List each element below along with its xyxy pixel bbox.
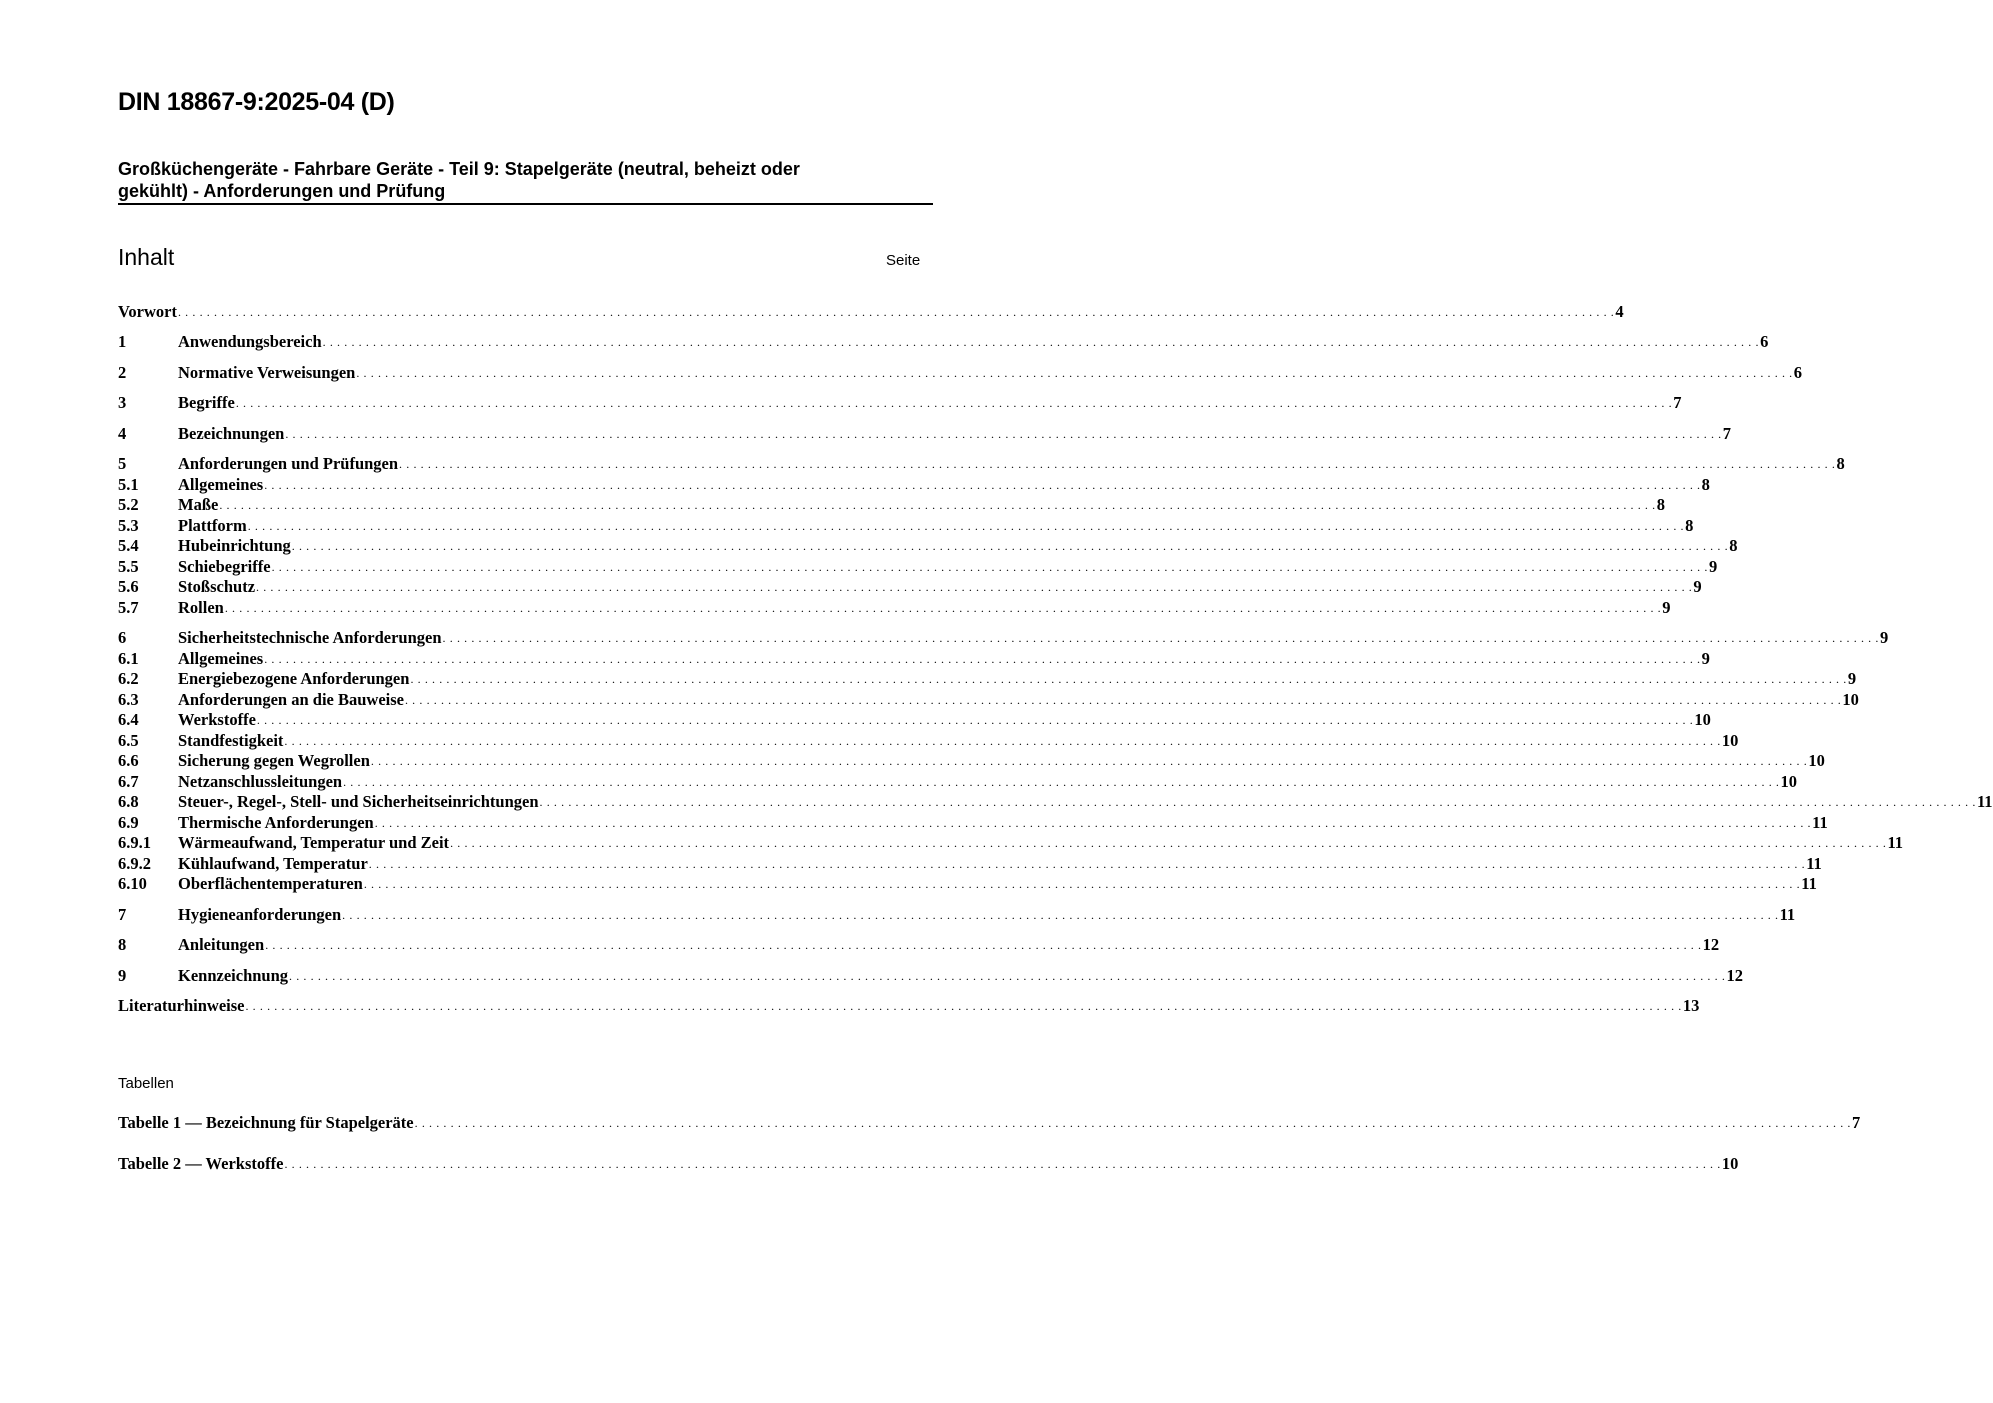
- toc-entry-page: 8: [1656, 495, 1665, 514]
- toc-entry-title: Netzanschlussleitungen: [178, 772, 343, 791]
- toc-entry-page: 7: [1673, 393, 1682, 412]
- toc-entry-page: 11: [1806, 854, 1822, 873]
- dot-leader: . . . . . . . . . . . . . . . . . . . . . . . . . . . . . . . . . . . . . . . . . . . . . . . . . . . . . . . . . . . . . . . . . . . . . . . . . . . . . . . . . . . . . . . . . . . . . . . . . . . . . . . . . . . . . . . . . . . . . . . . . . . . . . . . . . . . . . . . . . . . . . . . . . . . . . . . . . . . . . . . . . . . . . . . . . . . . . . . . . . . . . . . . . . . . . . . . . . . . . . .: [414, 1116, 1852, 1130]
- toc-entry-page: 10: [1780, 772, 1798, 791]
- dot-leader: . . . . . . . . . . . . . . . . . . . . . . . . . . . . . . . . . . . . . . . . . . . . . . . . . . . . . . . . . . . . . . . . . . . . . . . . . . . . . . . . . . . . . . . . . . . . . . . . . . . . . . . . . . . . . . . . . . . . . . . . . . . . . . . . . . . . . . . . . . . . . . . . . . . . . . . . . . . . . . . . . . . . . . . . . . . . . . . . . . . . . . . . . . . . . . . . . . . . . . . .: [219, 498, 1656, 512]
- toc-entry-number: 6.3: [118, 690, 139, 709]
- toc-entry-page: 12: [1702, 935, 1720, 954]
- toc-entry[interactable]: [118, 669, 1857, 689]
- toc-entry[interactable]: [118, 935, 1720, 955]
- toc-entry-page: 7: [1722, 424, 1731, 443]
- dot-leader: . . . . . . . . . . . . . . . . . . . . . . . . . . . . . . . . . . . . . . . . . . . . . . . . . . . . . . . . . . . . . . . . . . . . . . . . . . . . . . . . . . . . . . . . . . . . . . . . . . . . . . . . . . . . . . . . . . . . . . . . . . . . . . . . . . . . . . . . . . . . . . . . . . . . . . . . . . . . . . . . . . . . . . . . . . . . . . . . . . . . . . . . . . . . . . . . . . . . . . . .: [271, 560, 1708, 574]
- toc-entry[interactable]: [118, 536, 1738, 556]
- toc-entry[interactable]: [118, 690, 1859, 710]
- toc-entry[interactable]: [118, 854, 1822, 874]
- toc-entry-title: Stoßschutz: [178, 577, 256, 596]
- toc-entry-title: Sicherung gegen Wegrollen: [178, 751, 370, 770]
- toc-entry-title: Hygieneanforderungen: [178, 905, 342, 924]
- toc-entry-page: 11: [1812, 813, 1828, 832]
- toc-entry-title: Anforderungen und Prüfungen: [178, 454, 399, 473]
- toc-entry-title: Sicherheitstechnische Anforderungen: [178, 628, 442, 647]
- toc-entry-page: 11: [1801, 874, 1817, 893]
- document-id: DIN 18867-9:2025-04 (D): [118, 88, 395, 116]
- toc-entry-page: 6: [1793, 363, 1803, 382]
- toc-entry[interactable]: [118, 966, 1743, 986]
- toc-entry-number: 6.9.1: [118, 833, 151, 852]
- toc-entry[interactable]: [118, 424, 1731, 444]
- toc-entry[interactable]: [118, 813, 1828, 833]
- toc-entry-page: 7: [1852, 1113, 1861, 1132]
- toc-entry-page: 9: [1701, 649, 1710, 668]
- dot-leader: . . . . . . . . . . . . . . . . . . . . . . . . . . . . . . . . . . . . . . . . . . . . . . . . . . . . . . . . . . . . . . . . . . . . . . . . . . . . . . . . . . . . . . . . . . . . . . . . . . . . . . . . . . . . . . . . . . . . . . . . . . . . . . . . . . . . . . . . . . . . . . . . . . . . . . . . . . . . . . . . . . . . . . . . . . . . . . . . . . . . . . . . . . . . . . . . . . . . . . . .: [256, 580, 1693, 594]
- toc-entry-title: Werkstoffe: [178, 710, 256, 729]
- toc-entry-page: 11: [1779, 905, 1796, 924]
- dot-leader: . . . . . . . . . . . . . . . . . . . . . . . . . . . . . . . . . . . . . . . . . . . . . . . . . . . . . . . . . . . . . . . . . . . . . . . . . . . . . . . . . . . . . . . . . . . . . . . . . . . . . . . . . . . . . . . . . . . . . . . . . . . . . . . . . . . . . . . . . . . . . . . . . . . . . . . . . . . . . . . . . . . . . . . . . . . . . . . . . . . . . . . . . . . . . . . . . . . . . . . .: [284, 1157, 1721, 1171]
- toc-entry-number: 6.9.2: [118, 854, 151, 873]
- toc-entry-title: Bezeichnungen: [178, 424, 285, 443]
- toc-entry-page: 10: [1694, 710, 1711, 729]
- toc-entry-number: 6.9: [118, 813, 139, 832]
- toc-entry-number: 6.1: [118, 649, 139, 668]
- toc-entry-page: 11: [1976, 792, 1993, 811]
- tables-heading: Tabellen: [118, 1075, 174, 1092]
- toc-entry-page: 13: [1682, 996, 1700, 1015]
- toc-entry-title: Literaturhinweise: [118, 996, 245, 1015]
- dot-leader: . . . . . . . . . . . . . . . . . . . . . . . . . . . . . . . . . . . . . . . . . . . . . . . . . . . . . . . . . . . . . . . . . . . . . . . . . . . . . . . . . . . . . . . . . . . . . . . . . . . . . . . . . . . . . . . . . . . . . . . . . . . . . . . . . . . . . . . . . . . . . . . . . . . . . . . . . . . . . . . . . . . . . . . . . . . . . . . . . . . . . . . . . . . . . . . . . . . . . . . .: [224, 601, 1662, 615]
- toc-entry[interactable]: [118, 577, 1702, 597]
- toc-entry-number: 6.4: [118, 710, 139, 729]
- toc-entry-number: 6: [118, 628, 127, 647]
- toc-entry-number: 5.4: [118, 536, 139, 555]
- table-list-entry[interactable]: [118, 1113, 1861, 1133]
- toc-entry-title: Tabelle 1 — Bezeichnung für Stapelgeräte: [118, 1113, 414, 1132]
- contents-heading: Inhalt: [118, 244, 175, 270]
- toc-entry-number: 7: [118, 905, 127, 924]
- toc-entry-number: 5.1: [118, 475, 139, 494]
- dot-leader: . . . . . . . . . . . . . . . . . . . . . . . . . . . . . . . . . . . . . . . . . . . . . . . . . . . . . . . . . . . . . . . . . . . . . . . . . . . . . . . . . . . . . . . . . . . . . . . . . . . . . . . . . . . . . . . . . . . . . . . . . . . . . . . . . . . . . . . . . . . . . . . . . . . . . . . . . . . . . . . . . . . . . . . . . . . . . . . . . . . . . . . . . . . . . . . . . . . . . . . .: [374, 816, 1812, 830]
- toc-entry-title: Anforderungen an die Bauweise: [178, 690, 404, 709]
- toc-entry-number: 6.6: [118, 751, 139, 770]
- toc-entry-title: Schiebegriffe: [178, 557, 271, 576]
- dot-leader: . . . . . . . . . . . . . . . . . . . . . . . . . . . . . . . . . . . . . . . . . . . . . . . . . . . . . . . . . . . . . . . . . . . . . . . . . . . . . . . . . . . . . . . . . . . . . . . . . . . . . . . . . . . . . . . . . . . . . . . . . . . . . . . . . . . . . . . . . . . . . . . . . . . . . . . . . . . . . . . . . . . . . . . . . . . . . . . . . . . . . . . . . . . . . . . . . . . . . . . .: [404, 693, 1842, 707]
- dot-leader: . . . . . . . . . . . . . . . . . . . . . . . . . . . . . . . . . . . . . . . . . . . . . . . . . . . . . . . . . . . . . . . . . . . . . . . . . . . . . . . . . . . . . . . . . . . . . . . . . . . . . . . . . . . . . . . . . . . . . . . . . . . . . . . . . . . . . . . . . . . . . . . . . . . . . . . . . . . . . . . . . . . . . . . . . . . . . . . . . . . . . . . . . . . . . . . . . . . . . . . .: [284, 734, 1721, 748]
- toc-entry[interactable]: [118, 905, 1796, 925]
- toc-entry[interactable]: [118, 710, 1711, 730]
- toc-entry-number: 6.7: [118, 772, 139, 791]
- toc-entry-title: Anwendungsbereich: [178, 332, 322, 351]
- toc-entry[interactable]: [118, 628, 1889, 648]
- toc-entry-title: Oberflächentemperaturen: [178, 874, 363, 893]
- toc-entry[interactable]: [118, 363, 1803, 383]
- toc-entry-title: Plattform: [178, 516, 247, 535]
- toc-entry-number: 4: [118, 424, 127, 443]
- toc-entry[interactable]: [118, 772, 1798, 792]
- toc-entry-title: Rollen: [178, 598, 224, 617]
- toc-entry[interactable]: [118, 475, 1710, 495]
- toc-entry-number: 5.5: [118, 557, 139, 576]
- toc-entry-page: 9: [1662, 598, 1671, 617]
- dot-leader: . . . . . . . . . . . . . . . . . . . . . . . . . . . . . . . . . . . . . . . . . . . . . . . . . . . . . . . . . . . . . . . . . . . . . . . . . . . . . . . . . . . . . . . . . . . . . . . . . . . . . . . . . . . . . . . . . . . . . . . . . . . . . . . . . . . . . . . . . . . . . . . . . . . . . . . . . . . . . . . . . . . . . . . . . . . . . . . . . . . . . . . . . . . . . . . . . . . . . . . .: [363, 877, 1801, 891]
- toc-entry[interactable]: [118, 332, 1769, 352]
- dot-leader: . . . . . . . . . . . . . . . . . . . . . . . . . . . . . . . . . . . . . . . . . . . . . . . . . . . . . . . . . . . . . . . . . . . . . . . . . . . . . . . . . . . . . . . . . . . . . . . . . . . . . . . . . . . . . . . . . . . . . . . . . . . . . . . . . . . . . . . . . . . . . . . . . . . . . . . . . . . . . . . . . . . . . . . . . . . . . . . . . . . . . . . . . . . . . . . . . . . . . . . .: [410, 672, 1847, 686]
- toc-entry-number: 1: [118, 332, 127, 351]
- dot-leader: . . . . . . . . . . . . . . . . . . . . . . . . . . . . . . . . . . . . . . . . . . . . . . . . . . . . . . . . . . . . . . . . . . . . . . . . . . . . . . . . . . . . . . . . . . . . . . . . . . . . . . . . . . . . . . . . . . . . . . . . . . . . . . . . . . . . . . . . . . . . . . . . . . . . . . . . . . . . . . . . . . . . . . . . . . . . . . . . . . . . . . . . . . . . . . . . . . . . . . . .: [264, 652, 1701, 666]
- toc-entry-page: 9: [1708, 557, 1718, 576]
- toc-entry-page: 8: [1836, 454, 1845, 473]
- dot-leader: . . . . . . . . . . . . . . . . . . . . . . . . . . . . . . . . . . . . . . . . . . . . . . . . . . . . . . . . . . . . . . . . . . . . . . . . . . . . . . . . . . . . . . . . . . . . . . . . . . . . . . . . . . . . . . . . . . . . . . . . . . . . . . . . . . . . . . . . . . . . . . . . . . . . . . . . . . . . . . . . . . . . . . . . . . . . . . . . . . . . . . . . . . . . . . . . . . . . . . . .: [285, 427, 1722, 441]
- toc-entry[interactable]: [118, 649, 1710, 669]
- toc-entry-title: Steuer-, Regel-, Stell- und Sicherheitseinrichtungen: [178, 792, 539, 811]
- toc-entry-title: Energiebezogene Anforderungen: [178, 669, 410, 688]
- dot-leader: . . . . . . . . . . . . . . . . . . . . . . . . . . . . . . . . . . . . . . . . . . . . . . . . . . . . . . . . . . . . . . . . . . . . . . . . . . . . . . . . . . . . . . . . . . . . . . . . . . . . . . . . . . . . . . . . . . . . . . . . . . . . . . . . . . . . . . . . . . . . . . . . . . . . . . . . . . . . . . . . . . . . . . . . . . . . . . . . . . . . . . . . . . . . . . . . . . . . . . . .: [342, 908, 1779, 922]
- toc-entry-page: 12: [1726, 966, 1743, 985]
- dot-leader: . . . . . . . . . . . . . . . . . . . . . . . . . . . . . . . . . . . . . . . . . . . . . . . . . . . . . . . . . . . . . . . . . . . . . . . . . . . . . . . . . . . . . . . . . . . . . . . . . . . . . . . . . . . . . . . . . . . . . . . . . . . . . . . . . . . . . . . . . . . . . . . . . . . . . . . . . . . . . . . . . . . . . . . . . . . . . . . . . . . . . . . . . . . . . . . . . . . . . . . .: [322, 335, 1760, 349]
- toc-entry[interactable]: [118, 302, 1624, 322]
- toc-entry-title: Kühlaufwand, Temperatur: [178, 854, 368, 873]
- toc-entry-title: Allgemeines: [178, 649, 264, 668]
- toc-entry[interactable]: [118, 751, 1825, 771]
- toc-entry-title: Normative Verweisungen: [178, 363, 356, 382]
- toc-entry-title: Tabelle 2 — Werkstoffe: [118, 1154, 284, 1173]
- toc-entry-page: 9: [1847, 669, 1857, 688]
- toc-entry-title: Maße: [178, 495, 219, 514]
- dot-leader: . . . . . . . . . . . . . . . . . . . . . . . . . . . . . . . . . . . . . . . . . . . . . . . . . . . . . . . . . . . . . . . . . . . . . . . . . . . . . . . . . . . . . . . . . . . . . . . . . . . . . . . . . . . . . . . . . . . . . . . . . . . . . . . . . . . . . . . . . . . . . . . . . . . . . . . . . . . . . . . . . . . . . . . . . . . . . . . . . . . . . . . . . . . . . . . . . . . . . . . .: [442, 631, 1879, 645]
- dot-leader: . . . . . . . . . . . . . . . . . . . . . . . . . . . . . . . . . . . . . . . . . . . . . . . . . . . . . . . . . . . . . . . . . . . . . . . . . . . . . . . . . . . . . . . . . . . . . . . . . . . . . . . . . . . . . . . . . . . . . . . . . . . . . . . . . . . . . . . . . . . . . . . . . . . . . . . . . . . . . . . . . . . . . . . . . . . . . . . . . . . . . . . . . . . . . . . . . . . . . . . .: [356, 366, 1793, 380]
- toc-entry[interactable]: [118, 833, 1904, 853]
- toc-entry-title: Wärmeaufwand, Temperatur und Zeit: [178, 833, 450, 852]
- toc-entry-number: 3: [118, 393, 127, 412]
- toc-entry-title: Vorwort: [118, 302, 177, 321]
- dot-leader: . . . . . . . . . . . . . . . . . . . . . . . . . . . . . . . . . . . . . . . . . . . . . . . . . . . . . . . . . . . . . . . . . . . . . . . . . . . . . . . . . . . . . . . . . . . . . . . . . . . . . . . . . . . . . . . . . . . . . . . . . . . . . . . . . . . . . . . . . . . . . . . . . . . . . . . . . . . . . . . . . . . . . . . . . . . . . . . . . . . . . . . . . . . . . . . . . . . . . . . .: [245, 999, 1682, 1013]
- toc-entry-page: 11: [1887, 833, 1904, 852]
- dot-leader: . . . . . . . . . . . . . . . . . . . . . . . . . . . . . . . . . . . . . . . . . . . . . . . . . . . . . . . . . . . . . . . . . . . . . . . . . . . . . . . . . . . . . . . . . . . . . . . . . . . . . . . . . . . . . . . . . . . . . . . . . . . . . . . . . . . . . . . . . . . . . . . . . . . . . . . . . . . . . . . . . . . . . . . . . . . . . . . . . . . . . . . . . . . . . . . . . . . . . . . .: [289, 969, 1726, 983]
- page-column-label: Seite: [886, 252, 921, 269]
- document-title: [118, 158, 933, 205]
- toc-entry-page: 9: [1693, 577, 1702, 596]
- dot-leader: . . . . . . . . . . . . . . . . . . . . . . . . . . . . . . . . . . . . . . . . . . . . . . . . . . . . . . . . . . . . . . . . . . . . . . . . . . . . . . . . . . . . . . . . . . . . . . . . . . . . . . . . . . . . . . . . . . . . . . . . . . . . . . . . . . . . . . . . . . . . . . . . . . . . . . . . . . . . . . . . . . . . . . . . . . . . . . . . . . . . . . . . . . . . . . . . . . . . . . . .: [370, 754, 1808, 768]
- dot-leader: . . . . . . . . . . . . . . . . . . . . . . . . . . . . . . . . . . . . . . . . . . . . . . . . . . . . . . . . . . . . . . . . . . . . . . . . . . . . . . . . . . . . . . . . . . . . . . . . . . . . . . . . . . . . . . . . . . . . . . . . . . . . . . . . . . . . . . . . . . . . . . . . . . . . . . . . . . . . . . . . . . . . . . . . . . . . . . . . . . . . . . . . . . . . . . . . . . . . . . . .: [264, 478, 1701, 492]
- document-title-line-1: Großküchengeräte - Fahrbare Geräte - Teil 9: Stapelgeräte (neutral, beheizt oder: [118, 159, 800, 179]
- toc-entry-page: 10: [1721, 731, 1739, 750]
- dot-leader: . . . . . . . . . . . . . . . . . . . . . . . . . . . . . . . . . . . . . . . . . . . . . . . . . . . . . . . . . . . . . . . . . . . . . . . . . . . . . . . . . . . . . . . . . . . . . . . . . . . . . . . . . . . . . . . . . . . . . . . . . . . . . . . . . . . . . . . . . . . . . . . . . . . . . . . . . . . . . . . . . . . . . . . . . . . . . . . . . . . . . . . . . . . . . . . . . . . . . . . .: [235, 396, 1673, 410]
- toc-entry[interactable]: [118, 393, 1682, 413]
- toc-entry-number: 5.6: [118, 577, 139, 596]
- toc-entry-title: Allgemeines: [178, 475, 264, 494]
- toc-entry-title: Kennzeichnung: [178, 966, 289, 985]
- toc-entry-number: 6.8: [118, 792, 139, 811]
- toc-entry-number: 9: [118, 966, 127, 985]
- toc-entry-number: 8: [118, 935, 127, 954]
- toc-entry[interactable]: [118, 516, 1694, 536]
- toc-entry-title: Begriffe: [178, 393, 235, 412]
- dot-leader: . . . . . . . . . . . . . . . . . . . . . . . . . . . . . . . . . . . . . . . . . . . . . . . . . . . . . . . . . . . . . . . . . . . . . . . . . . . . . . . . . . . . . . . . . . . . . . . . . . . . . . . . . . . . . . . . . . . . . . . . . . . . . . . . . . . . . . . . . . . . . . . . . . . . . . . . . . . . . . . . . . . . . . . . . . . . . . . . . . . . . . . . . . . . . . . . . . . . . . . .: [177, 305, 1615, 319]
- toc-entry[interactable]: [118, 731, 1739, 751]
- toc-entry[interactable]: [118, 792, 1993, 812]
- toc-entry-page: 10: [1842, 690, 1859, 709]
- toc-entry-page: 4: [1615, 302, 1624, 321]
- toc-entry-page: 8: [1729, 536, 1738, 555]
- toc-entry-page: 10: [1808, 751, 1825, 770]
- toc-entry[interactable]: [118, 874, 1817, 894]
- toc-entry-title: Standfestigkeit: [178, 731, 284, 750]
- toc-entry-number: 5: [118, 454, 127, 473]
- toc-entry[interactable]: [118, 454, 1845, 474]
- document-title-line-2: gekühlt) - Anforderungen und Prüfung: [118, 181, 446, 201]
- toc-entry-page: 9: [1879, 628, 1889, 647]
- toc-entry-title: Anleitungen: [178, 935, 265, 954]
- toc-entry-page: 10: [1721, 1154, 1739, 1173]
- toc-entry-title: Hubeinrichtung: [178, 536, 291, 555]
- toc-entry-number: 5.7: [118, 598, 139, 617]
- toc-entry[interactable]: [118, 495, 1665, 515]
- toc-entry[interactable]: [118, 557, 1718, 577]
- dot-leader: . . . . . . . . . . . . . . . . . . . . . . . . . . . . . . . . . . . . . . . . . . . . . . . . . . . . . . . . . . . . . . . . . . . . . . . . . . . . . . . . . . . . . . . . . . . . . . . . . . . . . . . . . . . . . . . . . . . . . . . . . . . . . . . . . . . . . . . . . . . . . . . . . . . . . . . . . . . . . . . . . . . . . . . . . . . . . . . . . . . . . . . . . . . . . . . . . . . . . . . .: [256, 713, 1694, 727]
- toc-entry-page: 8: [1685, 516, 1694, 535]
- toc-entry-number: 5.3: [118, 516, 139, 535]
- dot-leader: . . . . . . . . . . . . . . . . . . . . . . . . . . . . . . . . . . . . . . . . . . . . . . . . . . . . . . . . . . . . . . . . . . . . . . . . . . . . . . . . . . . . . . . . . . . . . . . . . . . . . . . . . . . . . . . . . . . . . . . . . . . . . . . . . . . . . . . . . . . . . . . . . . . . . . . . . . . . . . . . . . . . . . . . . . . . . . . . . . . . . . . . . . . . . . . . . . . . . . . .: [343, 775, 1780, 789]
- toc-entry-title: Thermische Anforderungen: [178, 813, 374, 832]
- toc-entry-number: 2: [118, 363, 127, 382]
- toc-entry[interactable]: [118, 996, 1700, 1016]
- toc-entry-number: 6.10: [118, 874, 147, 893]
- toc-entry-page: 6: [1760, 332, 1769, 351]
- dot-leader: . . . . . . . . . . . . . . . . . . . . . . . . . . . . . . . . . . . . . . . . . . . . . . . . . . . . . . . . . . . . . . . . . . . . . . . . . . . . . . . . . . . . . . . . . . . . . . . . . . . . . . . . . . . . . . . . . . . . . . . . . . . . . . . . . . . . . . . . . . . . . . . . . . . . . . . . . . . . . . . . . . . . . . . . . . . . . . . . . . . . . . . . . . . . . . . . . . . . . . . .: [291, 539, 1729, 553]
- dot-leader: . . . . . . . . . . . . . . . . . . . . . . . . . . . . . . . . . . . . . . . . . . . . . . . . . . . . . . . . . . . . . . . . . . . . . . . . . . . . . . . . . . . . . . . . . . . . . . . . . . . . . . . . . . . . . . . . . . . . . . . . . . . . . . . . . . . . . . . . . . . . . . . . . . . . . . . . . . . . . . . . . . . . . . . . . . . . . . . . . . . . . . . . . . . . . . . . . . . . . . . .: [450, 836, 1887, 850]
- dot-leader: . . . . . . . . . . . . . . . . . . . . . . . . . . . . . . . . . . . . . . . . . . . . . . . . . . . . . . . . . . . . . . . . . . . . . . . . . . . . . . . . . . . . . . . . . . . . . . . . . . . . . . . . . . . . . . . . . . . . . . . . . . . . . . . . . . . . . . . . . . . . . . . . . . . . . . . . . . . . . . . . . . . . . . . . . . . . . . . . . . . . . . . . . . . . . . . . . . . . . . . .: [265, 938, 1702, 952]
- toc-entry[interactable]: [118, 598, 1671, 618]
- dot-leader: . . . . . . . . . . . . . . . . . . . . . . . . . . . . . . . . . . . . . . . . . . . . . . . . . . . . . . . . . . . . . . . . . . . . . . . . . . . . . . . . . . . . . . . . . . . . . . . . . . . . . . . . . . . . . . . . . . . . . . . . . . . . . . . . . . . . . . . . . . . . . . . . . . . . . . . . . . . . . . . . . . . . . . . . . . . . . . . . . . . . . . . . . . . . . . . . . . . . . . . .: [539, 795, 1976, 809]
- dot-leader: . . . . . . . . . . . . . . . . . . . . . . . . . . . . . . . . . . . . . . . . . . . . . . . . . . . . . . . . . . . . . . . . . . . . . . . . . . . . . . . . . . . . . . . . . . . . . . . . . . . . . . . . . . . . . . . . . . . . . . . . . . . . . . . . . . . . . . . . . . . . . . . . . . . . . . . . . . . . . . . . . . . . . . . . . . . . . . . . . . . . . . . . . . . . . . . . . . . . . . . .: [368, 857, 1806, 871]
- dot-leader: . . . . . . . . . . . . . . . . . . . . . . . . . . . . . . . . . . . . . . . . . . . . . . . . . . . . . . . . . . . . . . . . . . . . . . . . . . . . . . . . . . . . . . . . . . . . . . . . . . . . . . . . . . . . . . . . . . . . . . . . . . . . . . . . . . . . . . . . . . . . . . . . . . . . . . . . . . . . . . . . . . . . . . . . . . . . . . . . . . . . . . . . . . . . . . . . . . . . . . . .: [399, 457, 1836, 471]
- table-list-entry[interactable]: [118, 1154, 1739, 1174]
- toc-entry-page: 8: [1701, 475, 1710, 494]
- dot-leader: . . . . . . . . . . . . . . . . . . . . . . . . . . . . . . . . . . . . . . . . . . . . . . . . . . . . . . . . . . . . . . . . . . . . . . . . . . . . . . . . . . . . . . . . . . . . . . . . . . . . . . . . . . . . . . . . . . . . . . . . . . . . . . . . . . . . . . . . . . . . . . . . . . . . . . . . . . . . . . . . . . . . . . . . . . . . . . . . . . . . . . . . . . . . . . . . . . . . . . . .: [247, 519, 1685, 533]
- toc-entry-number: 6.5: [118, 731, 139, 750]
- toc-entry-number: 5.2: [118, 495, 139, 514]
- toc-entry-number: 6.2: [118, 669, 139, 688]
